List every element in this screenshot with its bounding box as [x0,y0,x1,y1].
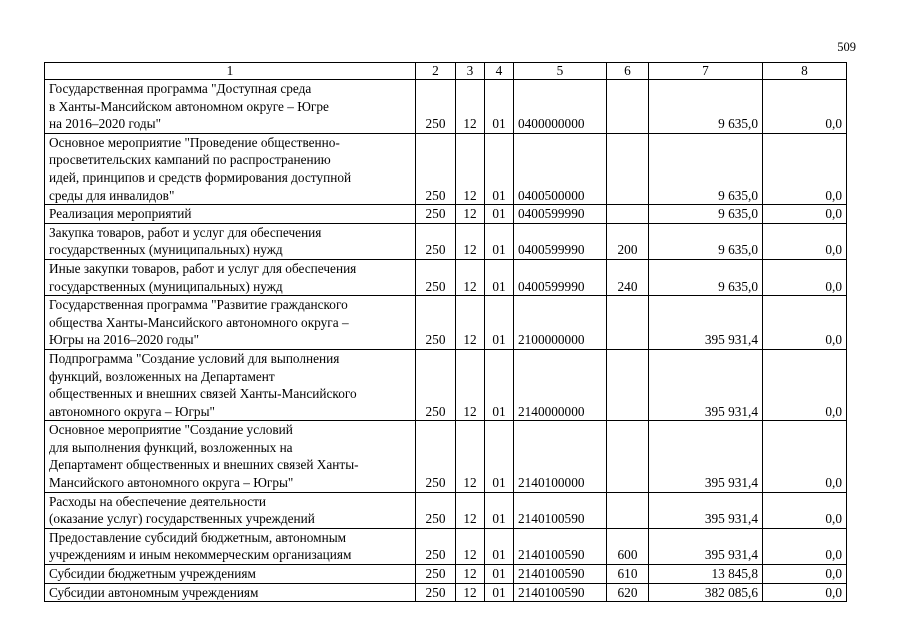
cell-code-3: 12 [456,492,485,528]
row-name [45,205,416,224]
row-name-line: Основное мероприятие "Создание условий [49,422,293,438]
cell-amount-7: 395 931,4 [649,296,763,350]
cell-amount-7: 9 635,0 [649,205,763,224]
row-name-line: Подпрограмма "Создание условий для выполнения [49,350,340,366]
cell-code-4: 01 [485,492,514,528]
cell-amount-8: 0,0 [763,492,847,528]
cell-code-6: 620 [607,583,649,602]
table-row [45,421,847,492]
cell-code-6 [607,205,649,224]
table-row [45,223,847,259]
cell-code-5: 2140000000 [514,349,607,420]
row-name-line: просветительских кампаний по распространению [49,152,331,168]
row-name-line: Мансийского автономного округа – Югры" [49,475,294,491]
cell-code-4: 01 [485,296,514,350]
cell-code-3: 12 [456,528,485,564]
cell-code-6 [607,492,649,528]
cell-code-4: 01 [485,133,514,204]
table-row [45,583,847,602]
row-name-line: функций, возложенных на Департамент [49,368,275,384]
cell-amount-7: 395 931,4 [649,349,763,420]
row-name-line: среды для инвалидов" [49,187,175,203]
cell-amount-8: 0,0 [763,296,847,350]
row-name-line: автономного округа – Югры" [49,403,215,419]
cell-amount-8: 0,0 [763,528,847,564]
cell-code-3: 12 [456,259,485,295]
cell-code-6 [607,133,649,204]
row-name [45,583,416,602]
cell-code-2: 250 [416,80,456,134]
cell-code-4: 01 [485,565,514,584]
cell-code-4: 01 [485,583,514,602]
row-name-line: Предоставление субсидий бюджетным, автономным [49,529,347,545]
row-name-line: в Ханты-Мансийском автономном округе – Югре [49,98,329,114]
cell-amount-8: 0,0 [763,205,847,224]
cell-amount-8: 0,0 [763,565,847,584]
cell-code-5: 0400599990 [514,223,607,259]
cell-code-6 [607,349,649,420]
row-name [45,528,416,564]
cell-code-4: 01 [485,259,514,295]
cell-code-5: 2140100590 [514,492,607,528]
cell-amount-8: 0,0 [763,259,847,295]
table-row [45,349,847,420]
cell-code-5: 2140100590 [514,583,607,602]
row-name [45,492,416,528]
cell-code-6 [607,296,649,350]
cell-code-5: 2140100000 [514,421,607,492]
row-name-line: Основное мероприятие "Проведение общественно- [49,134,340,150]
cell-code-2: 250 [416,259,456,295]
cell-code-5: 0400000000 [514,80,607,134]
cell-code-2: 250 [416,565,456,584]
cell-code-5: 2140100590 [514,528,607,564]
cell-amount-7: 9 635,0 [649,133,763,204]
table-row [45,80,847,134]
table-row [45,565,847,584]
cell-amount-7: 9 635,0 [649,259,763,295]
row-name-line: Расходы на обеспечение деятельности [49,493,267,509]
row-name [45,133,416,204]
table-header-row [45,63,847,80]
table-row [45,492,847,528]
cell-code-2: 250 [416,492,456,528]
cell-amount-7: 395 931,4 [649,492,763,528]
page-number: 509 [837,40,856,54]
cell-code-4: 01 [485,421,514,492]
cell-amount-8: 0,0 [763,583,847,602]
row-name-line: Субсидии автономным учреждениям [49,584,259,600]
row-name-line: Субсидии бюджетным учреждениям [49,566,256,582]
cell-code-3: 12 [456,133,485,204]
row-name-line: на 2016–2020 годы" [49,116,162,132]
table-body [45,80,847,602]
cell-code-4: 01 [485,205,514,224]
cell-code-3: 12 [456,296,485,350]
cell-code-3: 12 [456,565,485,584]
row-name-line: государственных (муниципальных) нужд [49,278,283,294]
row-name [45,80,416,134]
row-name-line: Государственная программа "Доступная среда [49,81,312,96]
row-name-line: общества Ханты-Мансийского автономного округа – [49,314,349,330]
cell-code-4: 01 [485,80,514,134]
cell-code-2: 250 [416,583,456,602]
column-header: 3 [456,63,485,80]
cell-amount-8: 0,0 [763,80,847,134]
row-name-line: для выполнения функций, возложенных на [49,439,293,455]
table-row [45,133,847,204]
cell-code-2: 250 [416,349,456,420]
row-name-line: учреждениям и иным некоммерческим организациям [49,547,352,563]
row-name-line: Иные закупки товаров, работ и услуг для обеспечения [49,260,357,276]
table-row [45,205,847,224]
table-row [45,259,847,295]
row-name-line: Югры на 2016–2020 годы" [49,332,200,348]
row-name-line: общественных и внешних связей Ханты-Мансийского [49,386,357,402]
cell-code-6: 600 [607,528,649,564]
cell-code-3: 12 [456,80,485,134]
budget-table [44,62,847,602]
cell-code-5: 0400500000 [514,133,607,204]
cell-amount-7: 9 635,0 [649,80,763,134]
row-name [45,223,416,259]
cell-code-4: 01 [485,349,514,420]
cell-code-2: 250 [416,205,456,224]
row-name-line: Реализация мероприятий [49,206,192,222]
table-row [45,528,847,564]
cell-amount-8: 0,0 [763,133,847,204]
cell-amount-7: 395 931,4 [649,528,763,564]
row-name [45,349,416,420]
cell-code-5: 2140100590 [514,565,607,584]
cell-code-6 [607,421,649,492]
row-name-line: Департамент общественных и внешних связей Ханты- [49,457,359,473]
column-header: 8 [763,63,847,80]
cell-code-4: 01 [485,223,514,259]
row-name-line: Государственная программа "Развитие гражданского [49,297,348,313]
cell-amount-7: 382 085,6 [649,583,763,602]
column-header: 5 [514,63,607,80]
cell-code-2: 250 [416,421,456,492]
table-row [45,296,847,350]
cell-code-3: 12 [456,205,485,224]
cell-amount-7: 395 931,4 [649,421,763,492]
cell-amount-7: 13 845,8 [649,565,763,584]
row-name [45,421,416,492]
column-header: 4 [485,63,514,80]
cell-amount-8: 0,0 [763,349,847,420]
cell-code-3: 12 [456,421,485,492]
cell-amount-8: 0,0 [763,421,847,492]
cell-code-6: 240 [607,259,649,295]
cell-amount-8: 0,0 [763,223,847,259]
cell-code-5: 2100000000 [514,296,607,350]
row-name-line: идей, принципов и средств формирования доступной [49,169,352,185]
column-header: 7 [649,63,763,80]
row-name [45,565,416,584]
column-header: 6 [607,63,649,80]
cell-code-5: 0400599990 [514,259,607,295]
row-name-line: государственных (муниципальных) нужд [49,242,283,258]
column-header: 1 [45,63,416,80]
cell-code-5: 0400599990 [514,205,607,224]
cell-code-4: 01 [485,528,514,564]
cell-amount-7: 9 635,0 [649,223,763,259]
cell-code-2: 250 [416,223,456,259]
row-name [45,259,416,295]
row-name-line: (оказание услуг) государственных учреждений [49,511,315,527]
cell-code-3: 12 [456,349,485,420]
cell-code-2: 250 [416,296,456,350]
row-name [45,296,416,350]
row-name-line: Закупка товаров, работ и услуг для обеспечения [49,224,322,240]
cell-code-2: 250 [416,528,456,564]
cell-code-6: 200 [607,223,649,259]
cell-code-6: 610 [607,565,649,584]
cell-code-3: 12 [456,583,485,602]
cell-code-2: 250 [416,133,456,204]
cell-code-3: 12 [456,223,485,259]
column-header: 2 [416,63,456,80]
cell-code-6 [607,80,649,134]
